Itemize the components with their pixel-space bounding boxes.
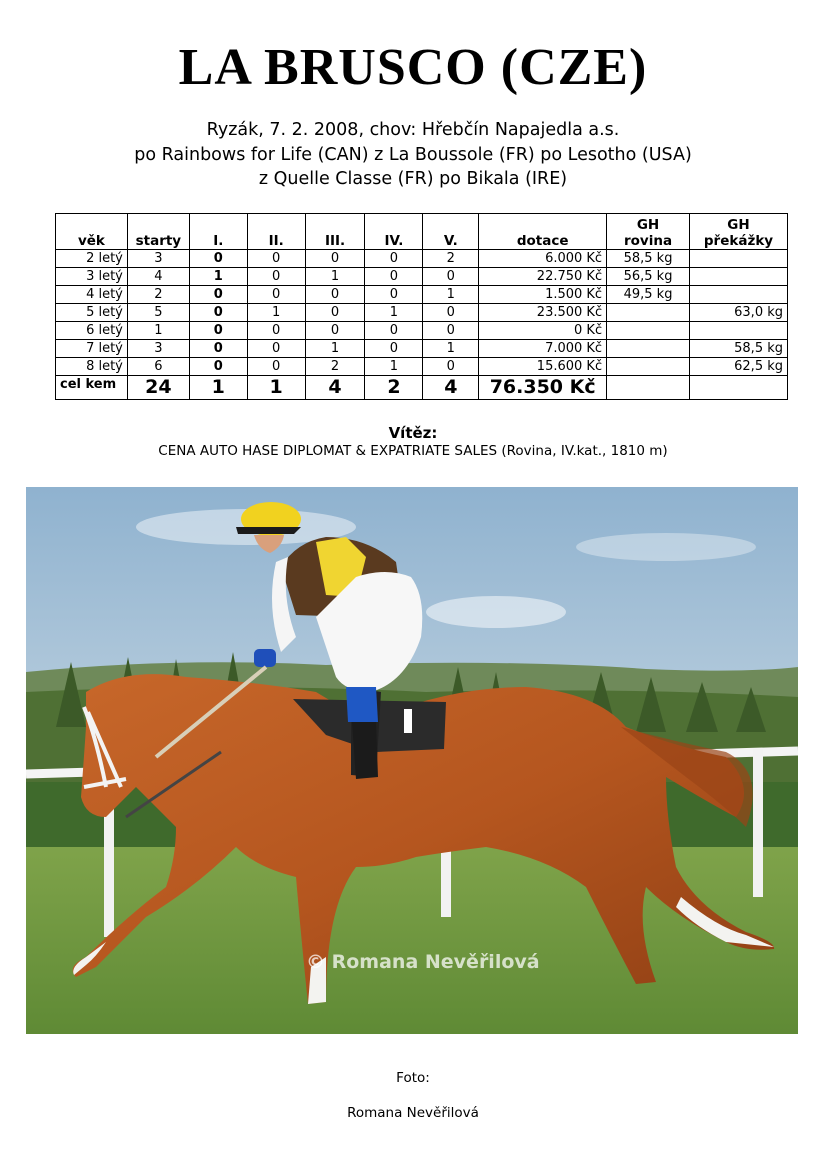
table-row [56, 322, 788, 340]
gh-flat-cell [607, 304, 690, 322]
first-places-cell: 0 [189, 322, 247, 340]
third-places-cell: 1 [305, 268, 365, 286]
age-cell: 5 letý [56, 304, 128, 322]
col-header-fourth: IV. [365, 214, 423, 250]
fourth-places-cell: 0 [365, 322, 423, 340]
fourth-places-cell: 0 [365, 286, 423, 304]
gh-flat-cell [607, 358, 690, 376]
total-second-cell: 1 [247, 376, 305, 400]
gh-flat-cell: 56,5 kg [607, 268, 690, 286]
prize-money-cell: 0 Kč [479, 322, 607, 340]
fifth-places-cell: 0 [423, 268, 479, 286]
first-places-cell: 0 [189, 340, 247, 358]
first-places-cell: 0 [189, 358, 247, 376]
col-header-prize: dotace [479, 214, 607, 250]
starts-cell: 6 [127, 358, 189, 376]
table-row [56, 340, 788, 358]
third-places-cell: 0 [305, 250, 365, 268]
gh-jump-cell [690, 268, 788, 286]
gh-jump-cell [690, 322, 788, 340]
second-places-cell: 0 [247, 250, 305, 268]
second-places-cell: 0 [247, 358, 305, 376]
second-places-cell: 1 [247, 304, 305, 322]
col-header-age: věk [56, 214, 128, 250]
fifth-places-cell: 0 [423, 358, 479, 376]
starts-cell: 2 [127, 286, 189, 304]
prize-money-cell: 6.000 Kč [479, 250, 607, 268]
total-label-cell: cel kem [56, 376, 128, 400]
table-row [56, 358, 788, 376]
horse-title: LA BRUSCO (CZE) [178, 39, 648, 96]
race-record-table [55, 213, 788, 400]
prize-money-cell: 22.750 Kč [479, 268, 607, 286]
prize-money-cell: 1.500 Kč [479, 286, 607, 304]
age-cell: 6 letý [56, 322, 128, 340]
fourth-places-cell: 1 [365, 358, 423, 376]
total-starts-cell: 24 [127, 376, 189, 400]
fifth-places-cell: 1 [423, 286, 479, 304]
first-places-cell: 0 [189, 250, 247, 268]
horse-info-line: Ryzák, 7. 2. 2008, chov: Hřebčín Napajedla a.s. [206, 120, 620, 140]
starts-cell: 1 [127, 322, 189, 340]
col-header-starts: starty [127, 214, 189, 250]
second-places-cell: 0 [247, 286, 305, 304]
col-header-first: I. [189, 214, 247, 250]
race-photo [26, 487, 798, 1034]
winner-heading: Vítěz: [388, 424, 438, 442]
table-row [56, 250, 788, 268]
winner-race: CENA AUTO HASE DIPLOMAT & EXPATRIATE SALES (Rovina, IV.kat., 1810 m) [158, 443, 668, 459]
starts-cell: 4 [127, 268, 189, 286]
total-fourth-cell: 2 [365, 376, 423, 400]
prize-money-cell: 15.600 Kč [479, 358, 607, 376]
col-header-second: II. [247, 214, 305, 250]
first-places-cell: 0 [189, 286, 247, 304]
prize-money-cell: 7.000 Kč [479, 340, 607, 358]
total-row [56, 376, 788, 400]
starts-cell: 3 [127, 250, 189, 268]
gh-jump-cell [690, 250, 788, 268]
gh-flat-cell [607, 322, 690, 340]
photo-watermark: © Romana Nevěřilová [306, 951, 540, 973]
fifth-places-cell: 2 [423, 250, 479, 268]
age-cell: 3 letý [56, 268, 128, 286]
fourth-places-cell: 0 [365, 340, 423, 358]
col-header-fifth: V. [423, 214, 479, 250]
age-cell: 7 letý [56, 340, 128, 358]
fourth-places-cell: 0 [365, 268, 423, 286]
col-header-gh-jump: GH překážky [690, 214, 788, 250]
third-places-cell: 1 [305, 340, 365, 358]
gh-flat-cell [607, 340, 690, 358]
third-places-cell: 2 [305, 358, 365, 376]
photo-credit-author: Romana Nevěřilová [347, 1105, 479, 1121]
total-third-cell: 4 [305, 376, 365, 400]
age-cell: 2 letý [56, 250, 128, 268]
fifth-places-cell: 1 [423, 340, 479, 358]
age-cell: 4 letý [56, 286, 128, 304]
total-prize-cell: 76.350 Kč [479, 376, 607, 400]
gh-flat-cell: 49,5 kg [607, 286, 690, 304]
second-places-cell: 0 [247, 322, 305, 340]
gh-jump-cell: 62,5 kg [690, 358, 788, 376]
col-header-third: III. [305, 214, 365, 250]
fourth-places-cell: 1 [365, 304, 423, 322]
first-places-cell: 0 [189, 304, 247, 322]
second-places-cell: 0 [247, 340, 305, 358]
table-row [56, 304, 788, 322]
fourth-places-cell: 0 [365, 250, 423, 268]
total-gh-flat-cell [607, 376, 690, 400]
first-places-cell: 1 [189, 268, 247, 286]
total-fifth-cell: 4 [423, 376, 479, 400]
third-places-cell: 0 [305, 304, 365, 322]
age-cell: 8 letý [56, 358, 128, 376]
gh-jump-cell [690, 286, 788, 304]
total-gh-jump-cell [690, 376, 788, 400]
pedigree-dam-line: z Quelle Classe (FR) po Bikala (IRE) [258, 169, 568, 189]
pedigree-line: po Rainbows for Life (CAN) z La Boussole (FR) po Lesotho (USA) [134, 145, 692, 165]
table-row [56, 286, 788, 304]
gh-jump-cell: 63,0 kg [690, 304, 788, 322]
starts-cell: 3 [127, 340, 189, 358]
third-places-cell: 0 [305, 322, 365, 340]
table-header-row [56, 214, 788, 250]
table-row [56, 268, 788, 286]
fifth-places-cell: 0 [423, 304, 479, 322]
gh-jump-cell: 58,5 kg [690, 340, 788, 358]
second-places-cell: 0 [247, 268, 305, 286]
fifth-places-cell: 0 [423, 322, 479, 340]
col-header-gh-flat: GH rovina [607, 214, 690, 250]
photo-credit-label: Foto: [396, 1070, 430, 1086]
total-first-cell: 1 [189, 376, 247, 400]
third-places-cell: 0 [305, 286, 365, 304]
starts-cell: 5 [127, 304, 189, 322]
prize-money-cell: 23.500 Kč [479, 304, 607, 322]
gh-flat-cell: 58,5 kg [607, 250, 690, 268]
